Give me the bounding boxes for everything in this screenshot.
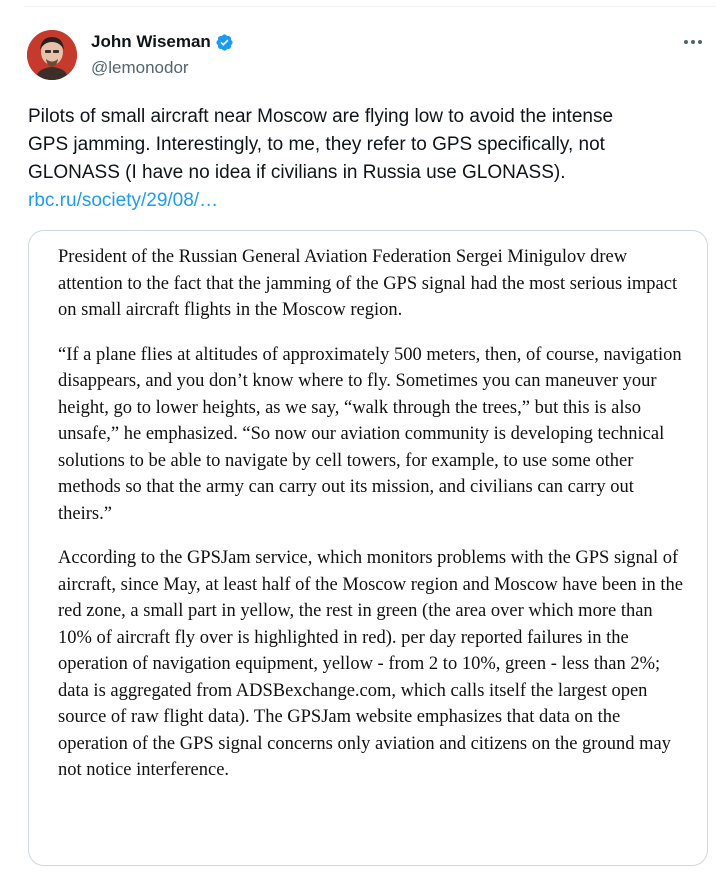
author-name[interactable]: John Wiseman bbox=[91, 32, 211, 51]
quote-paragraph-3: According to the GPSJam service, which monitors problems with the GPS signal of aircraft, since May, at least half of the Moscow region and Moscow have been in the red zone, a small part in yellow, the rest in green (the area over which more than 10% of aircraft fly over is highlighted in red). per day reported failures in the operation of navigation equipment, yellow - from 2 to 10%, green - less than 2%; data is aggregated from ADSBexchange.com, which calls itself the largest open source of raw flight data). The GPSJam website emphasizes that data on the operation of the GPS signal concerns only aviation and citizens on the ground may not notice interference. bbox=[58, 548, 684, 780]
quoted-article-card[interactable] bbox=[28, 230, 708, 866]
quote-paragraph-2: “If a plane flies at altitudes of approximately 500 meters, then, of course, navigation disappears, and you don’t know where to fly. Sometimes you can maneuver your height, go to lower heights, as we say, “walk through the trees,” but this is also unsafe,” he emphasized. “So now our aviation community is developing technical solutions to be able to navigate by cell towers, for example, to use some other methods so that the army can carry out its mission, and civilians can carry out theirs.” bbox=[58, 344, 682, 524]
author-block bbox=[91, 31, 234, 79]
avatar-portrait-icon bbox=[27, 30, 77, 80]
tweet-link[interactable]: rbc.ru/society/29/08/… bbox=[28, 190, 219, 211]
avatar[interactable] bbox=[27, 30, 77, 80]
quote-paragraph-1: President of the Russian General Aviation Federation Sergei Minigulov drew attention to the fact that the jamming of the GPS signal had the most serious impact on small aircraft flights in the Moscow region. bbox=[58, 247, 678, 320]
verified-badge-icon[interactable] bbox=[215, 33, 234, 52]
quoted-article-text bbox=[58, 244, 688, 802]
more-options-icon[interactable] bbox=[678, 32, 708, 52]
tweet-text: Pilots of small aircraft near Moscow are flying low to avoid the intense GPS jamming. Interestingly, to me, they refer to GPS specifically, not GLONASS (I have no idea if civilians in Russia use GLONASS). bbox=[28, 106, 614, 183]
author-name-row bbox=[91, 31, 234, 53]
author-handle[interactable]: @lemonodor bbox=[91, 58, 189, 77]
